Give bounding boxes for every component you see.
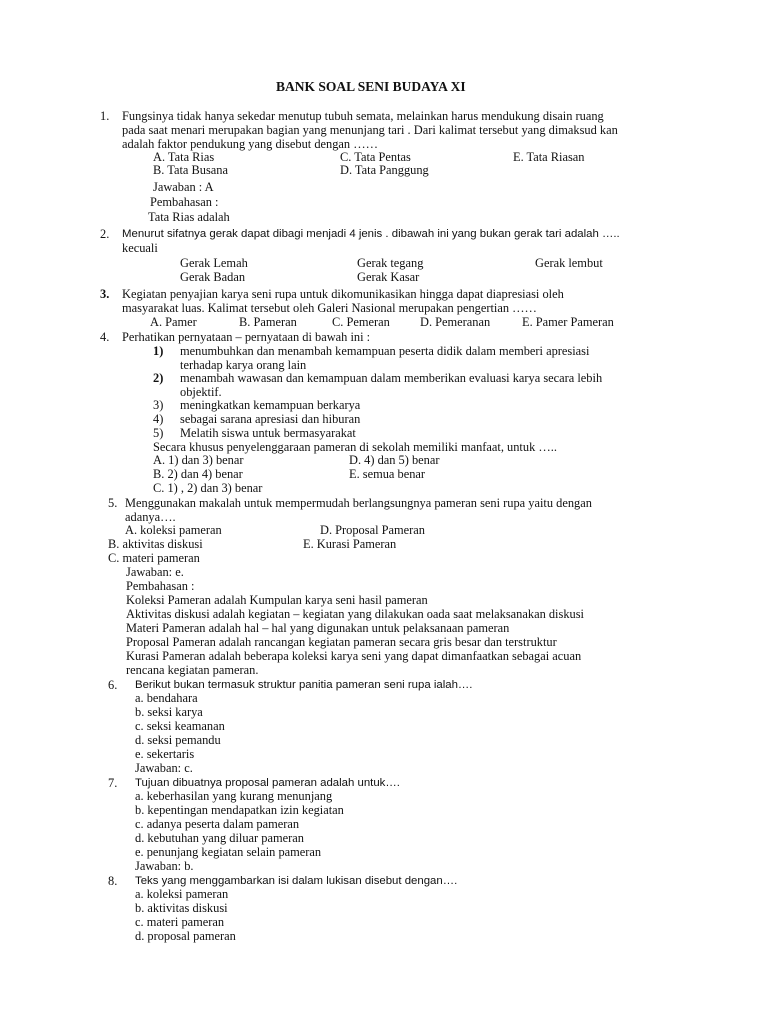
q3-option-d: D. Pemeranan: [420, 315, 491, 329]
q4-statement-4-number: 4): [153, 412, 164, 426]
q4-question: Secara khusus penyelenggaraan pameran di sekolah memiliki manfaat, untuk …..: [153, 440, 557, 454]
q6-number: 6.: [108, 678, 118, 692]
q4-number: 4.: [100, 330, 110, 344]
q1-text-line-3: adalah faktor pendukung yang disebut dengan ……: [122, 137, 379, 151]
q4-statement-2-line-2: objektif.: [180, 385, 222, 399]
q3-text-line-1: Kegiatan penyajian karya seni rupa untuk dikomunikasikan hingga dapat diapresiasi oleh: [122, 287, 564, 301]
q5-discussion-line-4: Proposal Pameran adalah rancangan kegiatan pameran secara gris besar dan terstruktur: [126, 635, 557, 649]
q5-option-c: C. materi pameran: [108, 551, 200, 565]
q5-option-a: A. koleksi pameran: [125, 523, 222, 537]
q4-option-c: C. 1) , 2) dan 3) benar: [153, 481, 263, 495]
q5-discussion-line-1: Koleksi Pameran adalah Kumpulan karya seni hasil pameran: [126, 593, 428, 607]
q7-number: 7.: [108, 776, 118, 790]
q6-option-b: b. seksi karya: [135, 705, 203, 719]
q1-option-b: B. Tata Busana: [153, 163, 228, 177]
q3-option-e: E. Pamer Pameran: [522, 315, 614, 329]
q3-option-c: C. Pemeran: [332, 315, 390, 329]
q2-text-line-2: kecuali: [122, 241, 158, 255]
q4-statement-3: meningkatkan kemampuan berkarya: [180, 398, 361, 412]
q3-text-line-2: masyarakat luas. Kalimat tersebut oleh Galeri Nasional merupakan pengertian ……: [122, 301, 537, 315]
q1-option-a: A. Tata Rias: [153, 150, 215, 164]
q1-discussion-label: Pembahasan :: [150, 195, 219, 209]
q6-option-a: a. bendahara: [135, 691, 198, 705]
q4-statement-1-line-1: menumbuhkan dan menambah kemampuan peserta didik dalam memberi apresiasi: [180, 344, 590, 358]
q6-option-e: e. sekertaris: [135, 747, 195, 761]
q7-option-d: d. kebutuhan yang diluar pameran: [135, 831, 304, 845]
q3-number: 3.: [100, 287, 110, 301]
q5-discussion-line-5: Kurasi Pameran adalah beberapa koleksi karya seni yang dapat dimanfaatkan sebagai acuan: [126, 649, 582, 663]
q4-option-a: A. 1) dan 3) benar: [153, 453, 244, 467]
q4-statement-2-number: 2): [153, 371, 164, 385]
q2-option-1: Gerak Lemah: [180, 256, 248, 270]
q5-text-line-1: Menggunakan makalah untuk mempermudah berlangsungnya pameran seni rupa yaitu dengan: [125, 496, 592, 510]
q5-option-b: B. aktivitas diskusi: [108, 537, 203, 551]
q5-option-e: E. Kurasi Pameran: [303, 537, 397, 551]
q6-answer: Jawaban: c.: [135, 761, 193, 775]
q4-statement-4: sebagai sarana apresiasi dan hiburan: [180, 412, 361, 426]
q4-intro: Perhatikan pernyataan – pernyataan di bawah ini :: [122, 330, 371, 344]
q7-question: Tujuan dibuatnya proposal pameran adalah untuk….: [135, 777, 400, 789]
q7-answer: Jawaban: b.: [135, 859, 194, 873]
q1-discussion: Tata Rias adalah: [148, 210, 230, 224]
q4-option-b: B. 2) dan 4) benar: [153, 467, 243, 481]
q4-statement-5-number: 5): [153, 426, 164, 440]
q1-option-e: E. Tata Riasan: [513, 150, 585, 164]
q1-answer: Jawaban : A: [153, 180, 214, 194]
q4-statement-5: Melatih siswa untuk bermasyarakat: [180, 426, 356, 440]
q6-question: Berikut bukan termasuk struktur panitia pameran seni rupa ialah….: [135, 679, 473, 691]
q1-text-line-2: pada saat menari merupakan bagian yang menunjang tari . Dari kalimat tersebut yang dimaksud kan: [122, 123, 618, 137]
q2-option-3: Gerak lembut: [535, 256, 603, 270]
q5-discussion-line-2: Aktivitas diskusi adalah kegiatan – kegiatan yang dilakukan oada saat melaksanakan diskusi: [126, 607, 584, 621]
q2-option-5: Gerak Kasar: [357, 270, 420, 284]
q1-option-d: D. Tata Panggung: [340, 163, 429, 177]
q3-option-b: B. Pameran: [239, 315, 297, 329]
q5-discussion-line-6: rencana kegiatan pameran.: [126, 663, 259, 677]
q8-number: 8.: [108, 874, 118, 888]
q8-option-d: d. proposal pameran: [135, 929, 236, 943]
q3-option-a: A. Pamer: [150, 315, 197, 329]
q1-number: 1.: [100, 109, 110, 123]
q4-option-d: D. 4) dan 5) benar: [349, 453, 440, 467]
q4-statement-1-number: 1): [153, 344, 164, 358]
q6-option-c: c. seksi keamanan: [135, 719, 225, 733]
q5-number: 5.: [108, 496, 118, 510]
q5-discussion-label: Pembahasan :: [126, 579, 195, 593]
q8-question: Teks yang menggambarkan isi dalam lukisan disebut dengan….: [135, 875, 458, 887]
q7-option-c: c. adanya peserta dalam pameran: [135, 817, 300, 831]
q1-option-c: C. Tata Pentas: [340, 150, 411, 164]
page-title: BANK SOAL SENI BUDAYA XI: [276, 79, 466, 94]
q5-text-line-2: adanya….: [125, 510, 176, 524]
q8-option-b: b. aktivitas diskusi: [135, 901, 228, 915]
q5-discussion-line-3: Materi Pameran adalah hal – hal yang digunakan untuk pelaksanaan pameran: [126, 621, 510, 635]
q7-option-e: e. penunjang kegiatan selain pameran: [135, 845, 322, 859]
q7-option-b: b. kepentingan mendapatkan izin kegiatan: [135, 803, 344, 817]
q4-statement-2-line-1: menambah wawasan dan kemampuan dalam memberikan evaluasi karya secara lebih: [180, 371, 603, 385]
q1-text-line-1: Fungsinya tidak hanya sekedar menutup tubuh semata, melainkan harus mendukung disain ruang: [122, 109, 604, 123]
q4-statement-3-number: 3): [153, 398, 164, 412]
q2-option-4: Gerak Badan: [180, 270, 246, 284]
q7-option-a: a. keberhasilan yang kurang menunjang: [135, 789, 333, 803]
q5-option-d: D. Proposal Pameran: [320, 523, 425, 537]
q2-number: 2.: [100, 227, 110, 241]
q8-option-c: c. materi pameran: [135, 915, 225, 929]
q4-option-e: E. semua benar: [349, 467, 426, 481]
q6-option-d: d. seksi pemandu: [135, 733, 221, 747]
q2-option-2: Gerak tegang: [357, 256, 424, 270]
q4-statement-1-line-2: terhadap karya orang lain: [180, 358, 307, 372]
q2-text-line-1: Menurut sifatnya gerak dapat dibagi menjadi 4 jenis . dibawah ini yang bukan gerak tari adalah …..: [122, 228, 620, 240]
q8-option-a: a. koleksi pameran: [135, 887, 229, 901]
q5-answer: Jawaban: e.: [126, 565, 184, 579]
